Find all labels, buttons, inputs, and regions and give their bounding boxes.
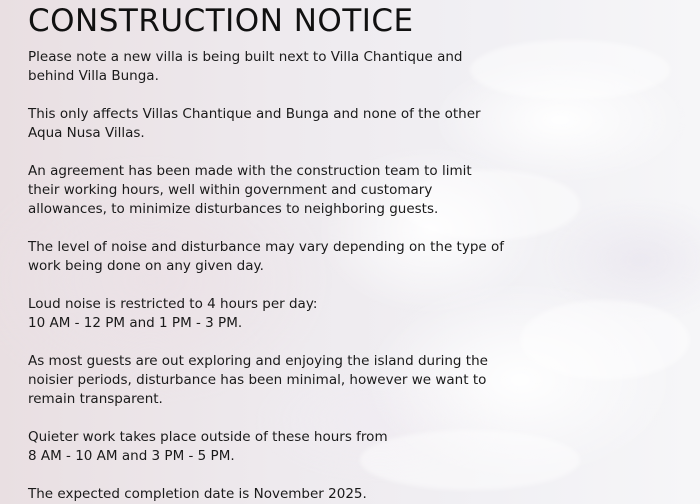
notice-line: An agreement has been made with the construction team to limit bbox=[28, 163, 472, 179]
notice-line: This only affects Villas Chantique and Bunga and none of the other bbox=[28, 106, 481, 122]
notice-line: Aqua Nusa Villas. bbox=[28, 125, 145, 141]
notice-line: noisier periods, disturbance has been minimal, however we want to bbox=[28, 372, 487, 388]
notice-line: 8 AM - 10 AM and 3 PM - 5 PM. bbox=[28, 448, 235, 464]
foam-texture bbox=[360, 430, 580, 490]
notice-line: work being done on any given day. bbox=[28, 258, 264, 274]
notice-paragraph-villa-location bbox=[28, 48, 462, 86]
foam-texture bbox=[470, 40, 670, 100]
notice-line: The level of noise and disturbance may vary depending on the type of bbox=[28, 239, 505, 255]
notice-line: 10 AM - 12 PM and 1 PM - 3 PM. bbox=[28, 315, 243, 331]
notice-paragraph-guest-impact bbox=[28, 352, 488, 409]
notice-paragraph-noise-level bbox=[28, 238, 504, 276]
notice-paragraph-quiet-hours bbox=[28, 428, 388, 466]
foam-texture bbox=[520, 300, 690, 380]
notice-line: Quieter work takes place outside of these hours from bbox=[28, 429, 388, 445]
notice-line: remain transparent. bbox=[28, 391, 163, 407]
notice-paragraph-loud-hours bbox=[28, 295, 317, 333]
notice-paragraph-affected-villas bbox=[28, 105, 481, 143]
notice-paragraph-agreement bbox=[28, 162, 472, 219]
notice-line: allowances, to minimize disturbances to neighboring guests. bbox=[28, 201, 439, 217]
notice-title: CONSTRUCTION NOTICE bbox=[28, 3, 414, 39]
notice-paragraph-completion-date bbox=[28, 485, 367, 504]
notice-line: As most guests are out exploring and enjoying the island during the bbox=[28, 353, 488, 369]
notice-line: behind Villa Bunga. bbox=[28, 68, 159, 84]
notice-line: Please note a new villa is being built next to Villa Chantique and bbox=[28, 49, 463, 65]
notice-line: The expected completion date is November 2025. bbox=[28, 486, 367, 502]
notice-line: Loud noise is restricted to 4 hours per day: bbox=[28, 296, 318, 312]
notice-line: their working hours, well within government and customary bbox=[28, 182, 433, 198]
